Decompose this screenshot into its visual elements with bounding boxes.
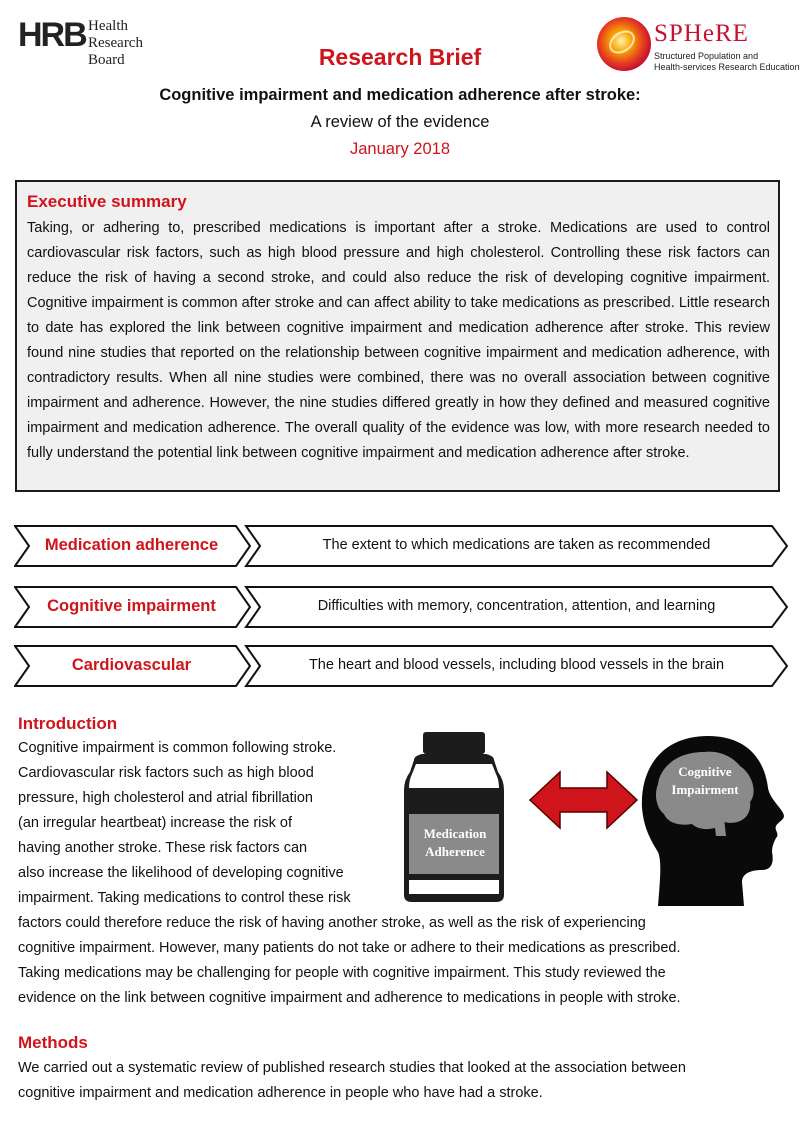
definition-row — [14, 586, 794, 628]
double-arrow-icon — [530, 772, 637, 828]
brief-title: Research Brief — [318, 44, 482, 70]
brain-label-line: Impairment — [671, 782, 739, 797]
document-subtitle-2: A review of the evidence — [310, 113, 490, 131]
bottle-label — [410, 825, 500, 861]
sphere-sub-line: Health-services Research Education — [654, 62, 800, 72]
introduction-line: having another stroke. These risk factors can — [18, 840, 308, 856]
definition-term: Cognitive impairment — [47, 597, 216, 615]
definition-meaning: Difficulties with memory, concentration, attention, and learning — [317, 598, 716, 614]
introduction-line: (an irregular heartbeat) increase the risk of — [18, 815, 293, 831]
brain-label-line: Cognitive — [678, 764, 732, 779]
sphere-name: SPHeRE — [654, 20, 749, 47]
brain-label — [665, 763, 745, 799]
sphere-sub-line: Structured Population and — [654, 51, 759, 61]
definition-term: Medication adherence — [44, 536, 219, 554]
hrb-word: Board — [88, 52, 125, 68]
pill-bottle-icon — [404, 732, 504, 902]
definition-meaning: The heart and blood vessels, including blood vessels in the brain — [308, 657, 725, 673]
executive-summary-heading: Executive summary — [27, 192, 187, 211]
introduction-line: also increase the likelihood of developing cognitive — [18, 865, 344, 881]
introduction-line: impairment. Taking medications to control these risk — [18, 890, 351, 906]
definition-meaning: The extent to which medications are taken as recommended — [322, 537, 711, 553]
document-subtitle: Cognitive impairment and medication adherence after stroke: — [159, 86, 641, 104]
executive-summary-box — [15, 180, 780, 492]
introduction-line: Cardiovascular risk factors such as high blood — [18, 765, 314, 781]
hrb-word: Research — [88, 35, 143, 51]
head-silhouette-icon — [642, 736, 784, 906]
introduction-line: Taking medications may be challenging for people with cognitive impairment. This study reviewed the — [18, 965, 666, 981]
definition-term: Cardiovascular — [71, 656, 192, 674]
introduction-line: factors could therefore reduce the risk of having another stroke, as well as the risk of experiencing — [18, 915, 646, 931]
hrb-word: Health — [88, 18, 128, 34]
methods-line: We carried out a systematic review of published research studies that looked at the association between — [18, 1060, 686, 1076]
adherence-cognition-illustration — [400, 730, 790, 910]
bottle-label-line: Adherence — [425, 844, 485, 859]
bottle-label-line: Medication — [423, 826, 487, 841]
introduction-line: evidence on the link between cognitive impairment and adherence to medications in people with stroke. — [18, 990, 681, 1006]
methods-line: cognitive impairment and medication adherence in people who have had a stroke. — [18, 1085, 543, 1101]
hrb-letters: HRB — [18, 16, 86, 54]
introduction-line: cognitive impairment. However, many patients do not take or adhere to their medications as prescribed. — [18, 940, 681, 956]
introduction-heading: Introduction — [18, 714, 118, 733]
executive-summary-text: Taking, or adhering to, prescribed medications is important after a stroke. Medications are used to control cardiovascular risk factors, such as high blood pressure and high cholesterol. Controlling these risk factors can reduce the risk of having a second stroke, and could also reduce the risk of developing cognitive impairment. Cognitive impairment is common after stroke and can affect ability to take medications as prescribed. Little research to date has explored the link between cognitive impairment and medication adherence after stroke. This review found nine studies that reported on the relationship between cognitive impairment and medication adherence, with contradictory results. When all nine studies were combined, there was no overall association between cognitive impairment and adherence. However, the nine studies differed greatly in how they defined and measured cognitive impairment and medication adherence. The overall quality of the evidence was low, with more research needed to fully understand the potential link between cognitive impairment and medication adherence after stroke. — [27, 220, 770, 461]
illustration-graphics — [400, 730, 790, 910]
introduction-line: pressure, high cholesterol and atrial fibrillation — [18, 790, 313, 806]
introduction-line: Cognitive impairment is common following stroke. — [18, 740, 337, 756]
definition-row — [14, 525, 794, 567]
methods-heading: Methods — [18, 1033, 88, 1052]
publication-date: January 2018 — [350, 140, 450, 158]
definition-row — [14, 645, 794, 687]
